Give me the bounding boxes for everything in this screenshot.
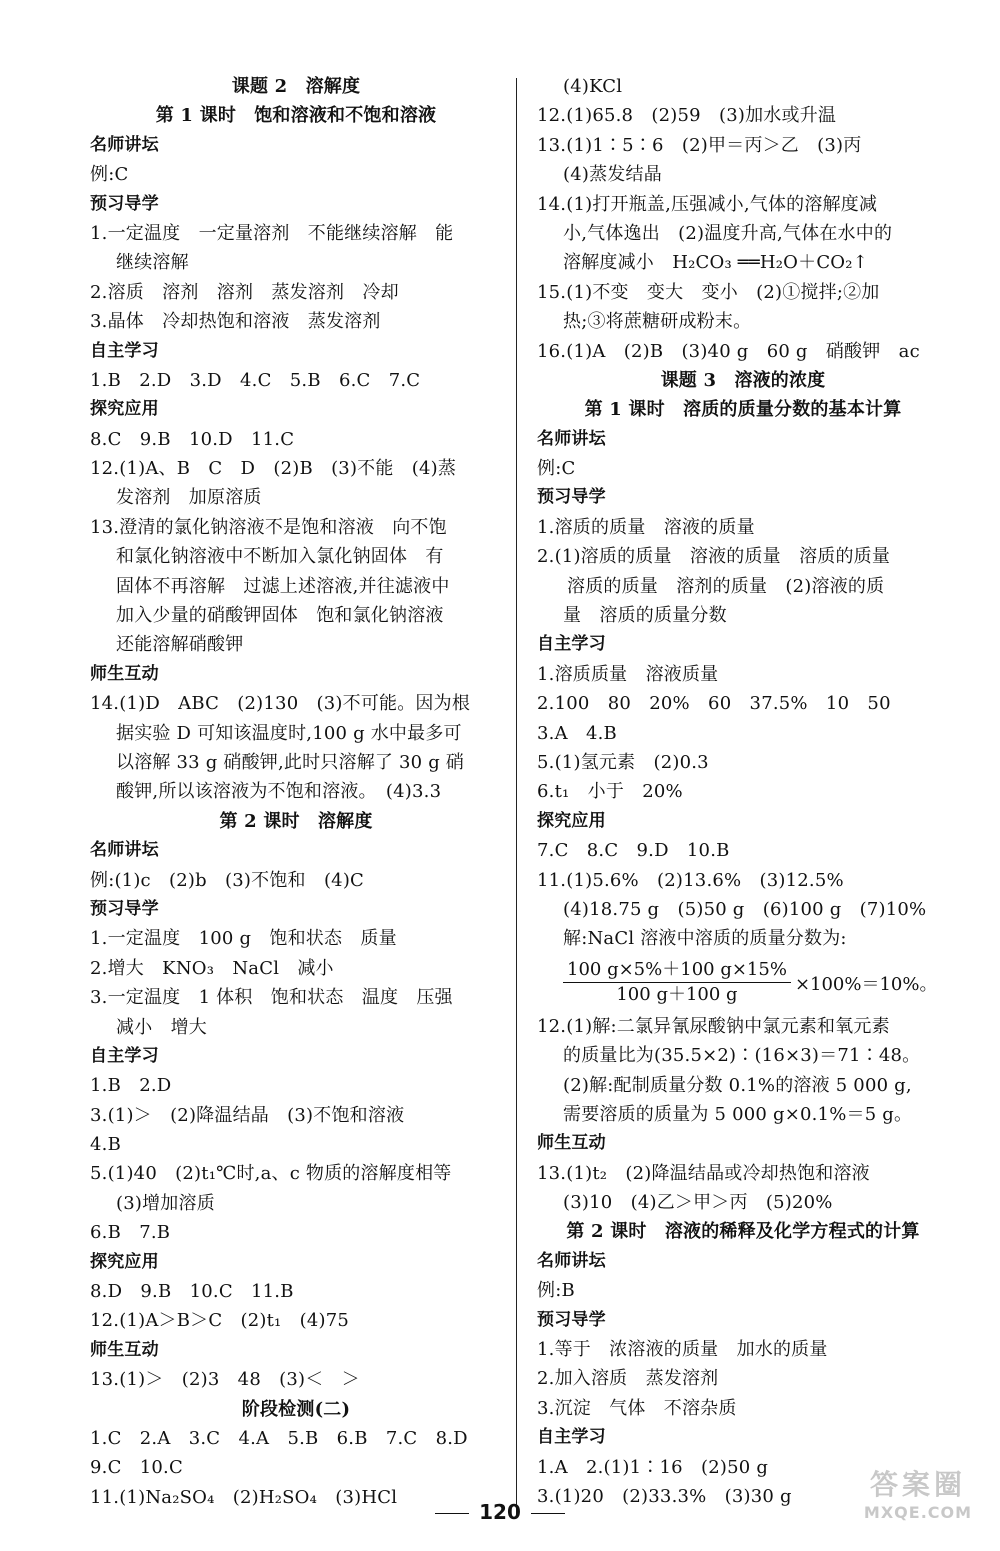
answer-line: 以溶解 33 g 硝酸钾,此时只溶解了 30 g 硝 bbox=[116, 751, 465, 773]
answer-line: 12.(1)解:二氯异氰尿酸钠中氯元素和氧元素 bbox=[537, 1015, 890, 1037]
section-title: 第 1 课时 溶质的质量分数的基本计算 bbox=[584, 399, 902, 421]
right-column-top bbox=[537, 72, 949, 954]
answer-line: (4)18.75 g (5)50 g (6)100 g (7)10% bbox=[563, 898, 927, 920]
fraction bbox=[563, 958, 791, 1007]
section-heading: 自主学习 bbox=[90, 1045, 159, 1066]
answer-line: 13.(1)t₂ (2)降温结晶或冷却热饱和溶液 bbox=[537, 1162, 870, 1184]
watermark-top: 答案圈 bbox=[869, 1468, 966, 1501]
answer-line: 1.B 2.D 3.D 4.C 5.B 6.C 7.C bbox=[90, 369, 421, 391]
answer-line: (3)增加溶质 bbox=[116, 1192, 215, 1214]
answer-line: 例:(1)c (2)b (3)不饱和 (4)C bbox=[90, 869, 365, 891]
right-column bbox=[537, 72, 949, 1511]
answer-line: 1.一定温度 100 g 饱和状态 质量 bbox=[90, 928, 397, 950]
section-heading: 名师讲坛 bbox=[537, 428, 606, 449]
section-title: 阶段检测(二) bbox=[241, 1398, 351, 1420]
answer-line: 2.(1)溶质的质量 溶液的质量 溶质的质量 bbox=[537, 546, 891, 568]
answer-line: 的质量比为(35.5×2)∶(16×3)＝71∶48。 bbox=[563, 1045, 921, 1067]
page-number-dash-right bbox=[531, 1513, 565, 1515]
answer-line: 2.溶质 溶剂 溶剂 蒸发溶剂 冷却 bbox=[90, 281, 399, 303]
answer-line: 需要溶质的质量为 5 000 g×0.1%＝5 g。 bbox=[563, 1103, 913, 1125]
answer-line: 量 溶质的质量分数 bbox=[563, 605, 727, 627]
answer-line: 1.A 2.(1)1∶16 (2)50 g bbox=[537, 1456, 769, 1478]
section-heading: 自主学习 bbox=[537, 634, 606, 655]
answer-line: 6.t₁ 小于 20% bbox=[537, 781, 683, 803]
answer-line: 13.(1)1∶5∶6 (2)甲＝丙＞乙 (3)丙 bbox=[537, 134, 862, 156]
section-heading: 探究应用 bbox=[90, 1251, 159, 1272]
answer-line: 加入少量的硝酸钾固体 饱和氯化钠溶液 bbox=[116, 605, 444, 627]
section-heading: 预习导学 bbox=[537, 487, 606, 508]
answer-line: 13.澄清的氯化钠溶液不是饱和溶液 向不饱 bbox=[90, 516, 447, 538]
answer-line: 2.增大 KNO₃ NaCl 减小 bbox=[90, 957, 334, 979]
section-heading: 师生互动 bbox=[90, 1339, 159, 1360]
answer-line: 5.(1)氢元素 (2)0.3 bbox=[537, 751, 709, 773]
watermark-bottom: MXQE.COM bbox=[863, 1503, 973, 1522]
answer-line: 11.(1)5.6% (2)13.6% (3)12.5% bbox=[537, 869, 844, 891]
section-heading: 自主学习 bbox=[537, 1427, 606, 1448]
answer-line: 4.B bbox=[90, 1134, 122, 1156]
answer-line: 1.一定温度 一定量溶剂 不能继续溶解 能 bbox=[90, 222, 454, 244]
answer-line: 3.(1)＞ (2)降温结晶 (3)不饱和溶液 bbox=[90, 1104, 405, 1126]
answer-line: 12.(1)65.8 (2)59 (3)加水或升温 bbox=[537, 105, 837, 127]
answer-line: 继续溶解 bbox=[116, 252, 189, 274]
section-heading: 师生互动 bbox=[90, 663, 159, 684]
answer-line: 3.A 4.B bbox=[537, 722, 617, 744]
answer-line: (4)KCl bbox=[563, 76, 623, 97]
section-title: 课题 2 溶解度 bbox=[231, 76, 361, 97]
answer-line: 14.(1)打开瓶盖,压强减小,气体的溶解度减 bbox=[537, 193, 878, 215]
answer-line: 1.等于 浓溶液的质量 加水的质量 bbox=[537, 1339, 828, 1361]
section-heading: 师生互动 bbox=[537, 1133, 606, 1154]
section-title: 第 1 课时 饱和溶液和不饱和溶液 bbox=[155, 105, 437, 127]
answer-line: 3.一定温度 1 体积 饱和状态 温度 压强 bbox=[90, 987, 453, 1009]
answer-line: 16.(1)A (2)B (3)40 g 60 g 硝酸钾 ac bbox=[537, 340, 920, 362]
section-title: 课题 3 溶液的浓度 bbox=[660, 369, 826, 391]
answer-line: 8.D 9.B 10.C 11.B bbox=[90, 1281, 294, 1303]
answer-line: 6.B 7.B bbox=[90, 1222, 171, 1244]
answer-line: (2)解:配制质量分数 0.1%的溶液 5 000 g, bbox=[563, 1074, 912, 1096]
answer-line: 13.(1)＞ (2)3 48 (3)＜ ＞ bbox=[90, 1369, 360, 1391]
answer-line: 7.C 8.C 9.D 10.B bbox=[537, 840, 730, 862]
column-divider bbox=[516, 78, 517, 1518]
fraction-tail: ×100%＝10%。 bbox=[794, 973, 938, 995]
answer-line: 12.(1)A、B C D (2)B (3)不能 (4)蒸 bbox=[90, 458, 457, 480]
page-number-dash-left bbox=[435, 1513, 469, 1515]
section-heading: 自主学习 bbox=[90, 340, 159, 361]
answer-line: 3.晶体 冷却热饱和溶液 蒸发溶剂 bbox=[90, 311, 381, 333]
answer-line: 12.(1)A＞B＞C (2)t₁ (4)75 bbox=[90, 1310, 350, 1332]
section-heading: 预习导学 bbox=[537, 1309, 606, 1330]
answer-line: 1.B 2.D bbox=[90, 1075, 172, 1097]
answer-line: 8.C 9.B 10.D 11.C bbox=[90, 428, 295, 450]
section-heading: 名师讲坛 bbox=[90, 134, 159, 155]
answer-line: 例:C bbox=[537, 458, 576, 480]
answer-line: 固体不再溶解 过滤上述溶液,并往滤液中 bbox=[116, 575, 450, 597]
page-number-value: 120 bbox=[479, 1500, 521, 1524]
answer-line: 发溶剂 加原溶质 bbox=[116, 487, 262, 509]
section-title: 第 2 课时 溶解度 bbox=[219, 810, 373, 832]
answer-line: 1.溶质的质量 溶液的质量 bbox=[537, 516, 755, 538]
section-title: 第 2 课时 溶液的稀释及化学方程式的计算 bbox=[566, 1221, 920, 1243]
answer-line: 1.溶质质量 溶液质量 bbox=[537, 663, 719, 685]
answer-line: (4)蒸发结晶 bbox=[563, 164, 662, 186]
answer-line: (3)10 (4)乙＞甲＞丙 (5)20% bbox=[563, 1192, 833, 1214]
answer-line: 15.(1)不变 变大 变小 (2)①搅拌;②加 bbox=[537, 281, 880, 303]
answer-line: 5.(1)40 (2)t₁℃时,a、c 物质的溶解度相等 bbox=[90, 1163, 452, 1185]
fraction-formula bbox=[537, 954, 949, 1012]
fraction-denominator: 100 g＋100 g bbox=[616, 984, 738, 1006]
answer-line: 热;③将蔗糖研成粉末。 bbox=[563, 311, 752, 333]
answer-line: 3.(1)20 (2)33.3% (3)30 g bbox=[537, 1485, 792, 1507]
answer-line: 3.沉淀 气体 不溶杂质 bbox=[537, 1397, 737, 1419]
answer-line: 溶解度减小 H₂CO₃ ══H₂O＋CO₂↑ bbox=[563, 252, 868, 274]
section-heading: 名师讲坛 bbox=[90, 840, 159, 861]
answer-line: 例:C bbox=[90, 164, 129, 186]
answer-line: 9.C 10.C bbox=[90, 1457, 183, 1479]
answer-line: 据实验 D 可知该温度时,100 g 水中最多可 bbox=[116, 722, 462, 744]
answer-line: 溶质的质量 溶剂的质量 (2)溶液的质 bbox=[567, 575, 885, 597]
answer-line: 还能溶解硝酸钾 bbox=[116, 634, 244, 656]
fraction-numerator: 100 g×5%＋100 g×15% bbox=[563, 958, 791, 983]
answer-line: 例:B bbox=[537, 1280, 575, 1302]
answer-line: 酸钾,所以该溶液为不饱和溶液。 (4)3.3 bbox=[116, 781, 442, 803]
answer-line: 14.(1)D ABC (2)130 (3)不可能。因为根 bbox=[90, 693, 471, 715]
section-heading: 预习导学 bbox=[90, 193, 159, 214]
section-heading: 名师讲坛 bbox=[537, 1250, 606, 1271]
answer-line: 11.(1)Na₂SO₄ (2)H₂SO₄ (3)HCl bbox=[90, 1486, 398, 1508]
section-heading: 预习导学 bbox=[90, 898, 159, 919]
answer-line: 减小 增大 bbox=[116, 1016, 207, 1038]
section-heading: 探究应用 bbox=[537, 810, 606, 831]
section-heading: 探究应用 bbox=[90, 399, 159, 420]
answer-line: 解:NaCl 溶液中溶质的质量分数为: bbox=[563, 928, 847, 950]
answer-line: 和氯化钠溶液中不断加入氯化钠固体 有 bbox=[116, 546, 444, 568]
answer-line: 1.C 2.A 3.C 4.A 5.B 6.B 7.C 8.D bbox=[90, 1427, 468, 1449]
right-column-bottom bbox=[537, 1012, 949, 1512]
answer-line: 2.加入溶质 蒸发溶剂 bbox=[537, 1368, 719, 1390]
watermark-logo bbox=[848, 1463, 988, 1533]
left-column bbox=[90, 72, 502, 1512]
answer-line: 2.100 80 20% 60 37.5% 10 50 bbox=[537, 693, 891, 715]
answer-line: 小,气体逸出 (2)温度升高,气体在水中的 bbox=[563, 222, 893, 244]
